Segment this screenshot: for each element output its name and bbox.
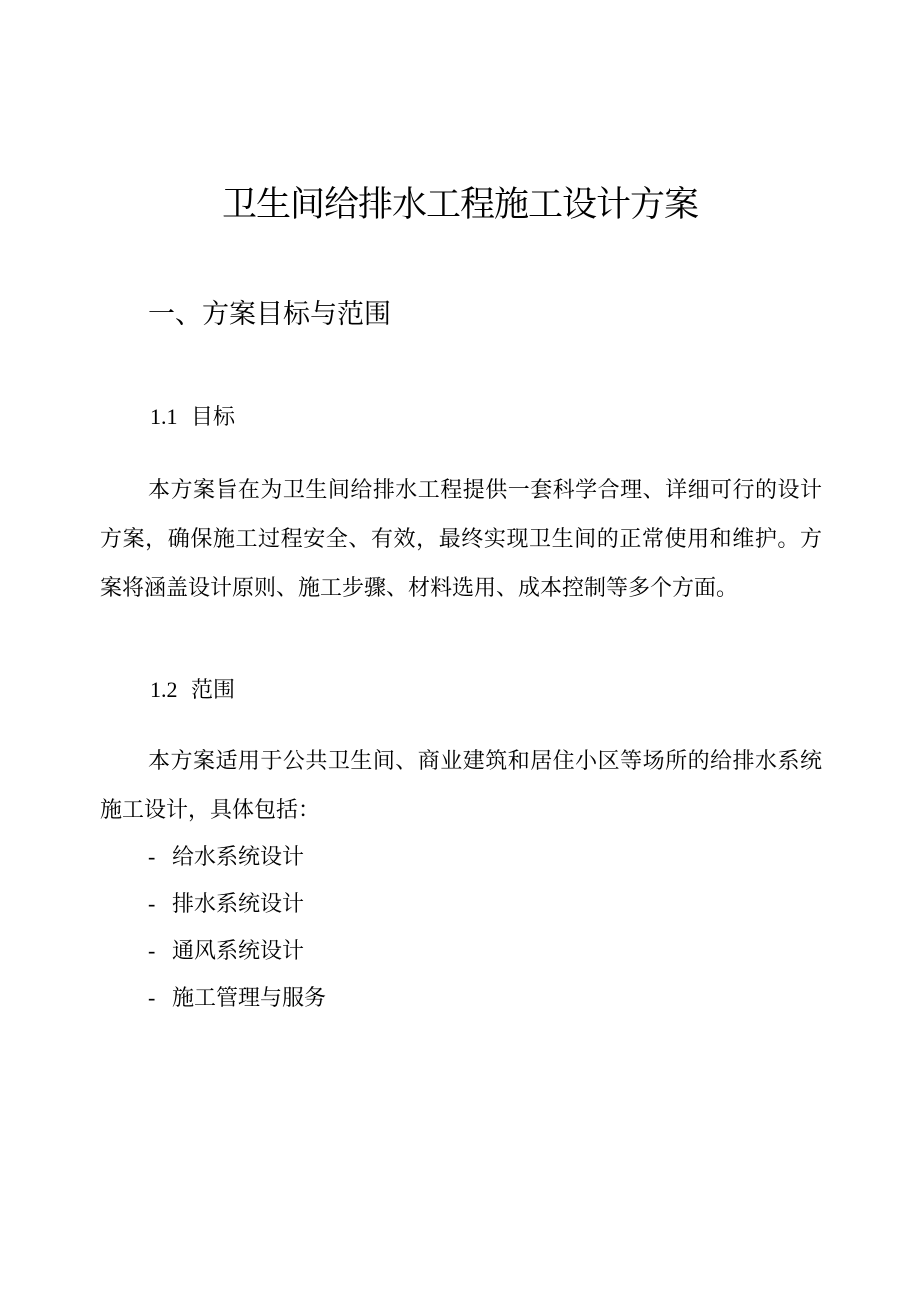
list-item-text: 给水系统设计 xyxy=(172,845,305,870)
list-bullet: - xyxy=(148,938,156,963)
subsection-title: 目标 xyxy=(191,405,236,430)
document-title: 卫生间给排水工程施工设计方案 xyxy=(221,185,698,225)
subsection-heading-scope xyxy=(150,675,235,706)
subsection-heading-goal xyxy=(150,402,235,433)
scope-paragraph: 本方案适用于公共卫生间、商业建筑和居住小区等场所的给排水系统施工设计，具体包括： xyxy=(100,749,822,823)
list-bullet: - xyxy=(148,985,156,1010)
scope-list xyxy=(148,833,326,1021)
list-item-text: 排水系统设计 xyxy=(172,892,305,917)
goal-paragraph: 本方案旨在为卫生间给排水工程提供一套科学合理、详细可行的设计方案，确保施工过程安全、有效，最终实现卫生间的正常使用和维护。方案将涵盖设计原则、施工步骤、材料选用、成本控制等多个方面。 xyxy=(100,478,822,601)
subsection-number: 1.1 xyxy=(150,404,178,429)
list-item xyxy=(148,974,326,1021)
list-item xyxy=(148,880,326,927)
list-item xyxy=(148,927,326,974)
subsection-title: 范围 xyxy=(191,678,236,703)
list-item-text: 通风系统设计 xyxy=(172,939,305,964)
list-bullet: - xyxy=(148,891,156,916)
subsection-number: 1.2 xyxy=(150,677,178,702)
list-bullet: - xyxy=(148,844,156,869)
section-heading: 一、方案目标与范围 xyxy=(148,299,391,330)
list-item-text: 施工管理与服务 xyxy=(172,986,327,1011)
list-item xyxy=(148,833,326,880)
